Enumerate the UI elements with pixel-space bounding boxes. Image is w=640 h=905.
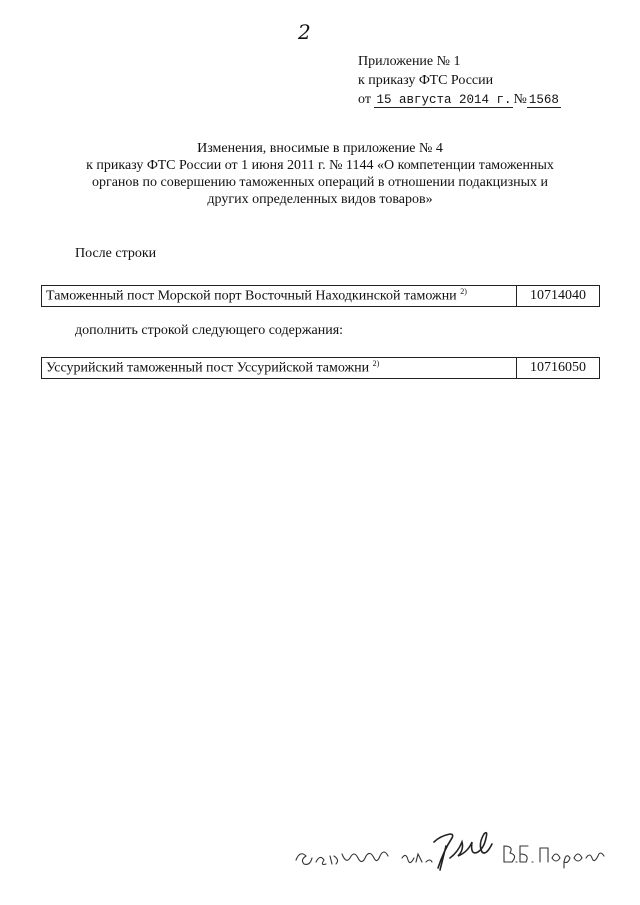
table-row <box>42 358 600 379</box>
existing-row-name-cell <box>42 286 517 307</box>
handwriting-right <box>504 846 604 868</box>
title-line-3: органов по совершению таможенных операций в отношении подакцизных и <box>91 175 549 190</box>
existing-row-name: Таможенный пост Морской порт Восточный Находкинской таможни <box>46 288 457 304</box>
new-row-code: 10716050 <box>517 358 600 379</box>
existing-row-footnote: 2) <box>460 287 467 296</box>
document-title <box>40 140 600 208</box>
existing-row-code: 10714040 <box>517 286 600 307</box>
new-row-table <box>41 357 600 379</box>
number-prefix: № <box>513 92 527 107</box>
title-line-4: других определенных видов товаров» <box>207 192 433 207</box>
date-prefix: от <box>358 92 371 107</box>
after-row-label: После строки <box>75 246 157 261</box>
page-number: 2 <box>298 20 311 44</box>
appendix-title: Приложение № 1 <box>358 54 461 69</box>
add-row-label: дополнить строкой следующего содержания: <box>75 323 344 338</box>
appendix-order-ref: к приказу ФТС России <box>358 73 494 88</box>
appendix-header <box>358 52 561 110</box>
table-row <box>42 286 600 307</box>
order-number: 1568 <box>528 93 559 107</box>
signature-image <box>290 818 610 878</box>
existing-row-table <box>41 285 600 307</box>
handwriting-center <box>434 833 492 870</box>
order-date: 15 августа 2014 г. <box>376 93 512 107</box>
appendix-date-line <box>358 90 561 110</box>
title-line-2: к приказу ФТС России от 1 июня 2011 г. № 1144 «О компетенции таможенных <box>86 158 554 173</box>
new-row-footnote: 2) <box>372 359 380 368</box>
handwriting-left <box>296 852 432 865</box>
title-line-1: Изменения, вносимые в приложение № 4 <box>197 141 443 156</box>
new-row-name: Уссурийский таможенный пост Уссурийской таможни <box>46 360 370 376</box>
new-row-name-cell <box>42 358 517 379</box>
